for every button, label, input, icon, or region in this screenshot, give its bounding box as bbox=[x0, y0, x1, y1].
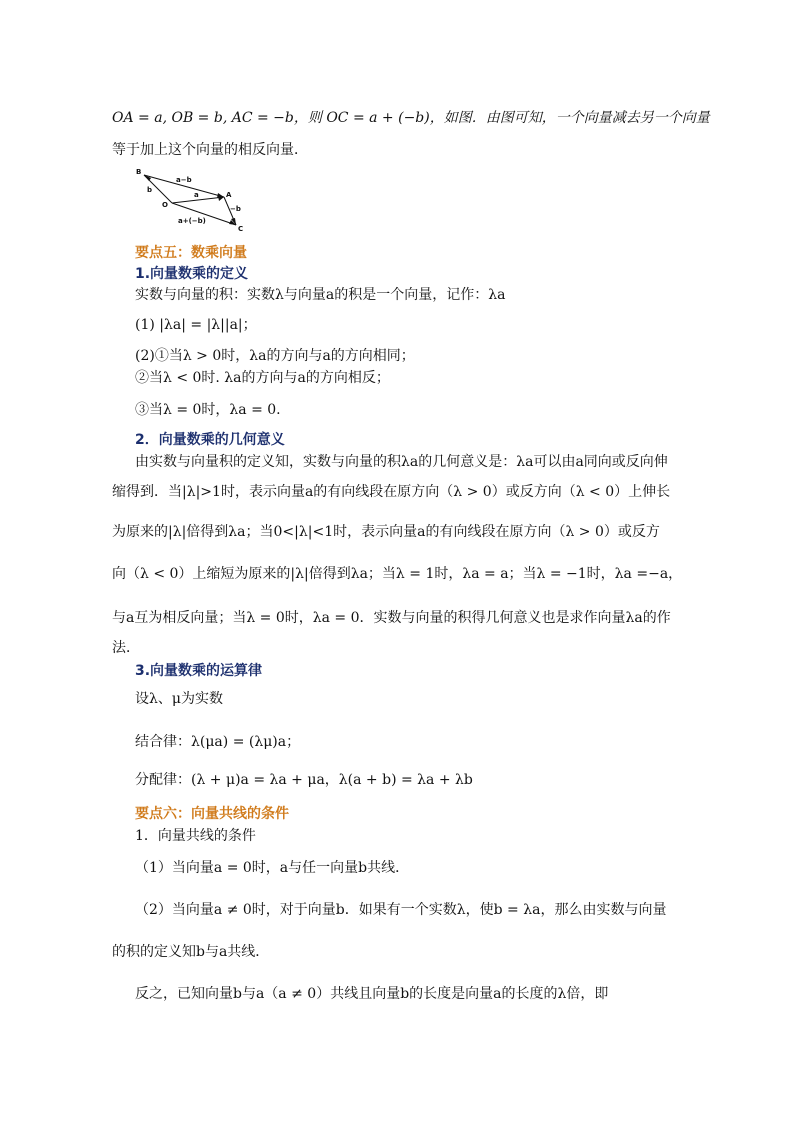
text-line: 由实数与向量积的定义知，实数与向量的积λa的几何意义是：λa可以由a同向或反向伸 bbox=[135, 454, 668, 470]
subsection-heading: 3.向量数乘的运算律 bbox=[135, 663, 263, 679]
vector-subtraction-figure bbox=[132, 165, 262, 235]
text-line: 实数与向量的积：实数λ与向量a的积是一个向量，记作：λa bbox=[135, 287, 506, 303]
text-line: 反之，已知向量b与a（a ≠ 0）共线且向量b的长度是向量a的长度的λ倍，即 bbox=[135, 986, 609, 1002]
label-B: B bbox=[136, 168, 142, 176]
label-minus-b: −b bbox=[230, 205, 241, 213]
label-a: a bbox=[194, 191, 199, 199]
text-line: 等于加上这个向量的相反向量． bbox=[112, 142, 308, 158]
text-line: ②当λ < 0时. λa的方向与a的方向相反； bbox=[135, 370, 390, 386]
text-line: 设λ、μ为实数 bbox=[135, 691, 223, 707]
label-a-minus-b: a−b bbox=[176, 176, 192, 184]
label-A: A bbox=[226, 191, 232, 199]
text-line: 的积的定义知b与a共线． bbox=[112, 944, 270, 960]
section-heading: 要点六：向量共线的条件 bbox=[135, 806, 289, 822]
text-line: （2）当向量a ≠ 0时，对于向量b．如果有一个实数λ，使b = λa，那么由实数与向量 bbox=[135, 902, 667, 918]
subsection-heading: 1.向量数乘的定义 bbox=[135, 266, 249, 282]
subsection-heading: 2．向量数乘的几何意义 bbox=[135, 432, 285, 448]
text-line: 1．向量共线的条件 bbox=[135, 828, 256, 844]
text-line: OA = a, OB = b, AC = −b，则 OC = a + (−b)，如图．由图可知，一个向量减去另一个向量 bbox=[112, 110, 710, 126]
text-line: (2)①当λ > 0时，λa的方向与a的方向相同； bbox=[135, 348, 415, 364]
text-line: 向（λ < 0）上缩短为原来的|λ|倍得到λa；当λ = 1时，λa = a；当λ = −1时，λa =−a， bbox=[112, 566, 683, 582]
text-line: 法． bbox=[112, 640, 140, 656]
label-a-plus-neg-b: a+(−b) bbox=[178, 217, 206, 225]
section-heading: 要点五：数乘向量 bbox=[135, 245, 247, 261]
text-line: 结合律：λ(μa) = (λμ)a； bbox=[135, 734, 301, 750]
text-line: 与a互为相反向量；当λ = 0时，λa = 0．实数与向量的积得几何意义也是求作向量λa的作 bbox=[112, 610, 671, 626]
label-b: b bbox=[147, 186, 153, 194]
text-line: （1）当向量a = 0时，a与任一向量b共线． bbox=[135, 860, 410, 876]
text-line: (1) |λa| = |λ||a|； bbox=[135, 317, 257, 333]
label-O: O bbox=[162, 201, 168, 209]
text-line: 为原来的|λ|倍得到λa；当0<|λ|<1时，表示向量a的有向线段在原方向（λ > 0）或反方 bbox=[112, 524, 660, 540]
text-line: 缩得到．当|λ|>1时，表示向量a的有向线段在原方向（λ > 0）或反方向（λ < 0）上伸长 bbox=[112, 484, 671, 500]
text-line: 分配律：(λ + μ)a = λa + μa，λ(a + b) = λa + λb bbox=[135, 772, 473, 788]
label-C: C bbox=[238, 225, 244, 233]
text-line: ③当λ = 0时，λa = 0. bbox=[135, 402, 281, 418]
